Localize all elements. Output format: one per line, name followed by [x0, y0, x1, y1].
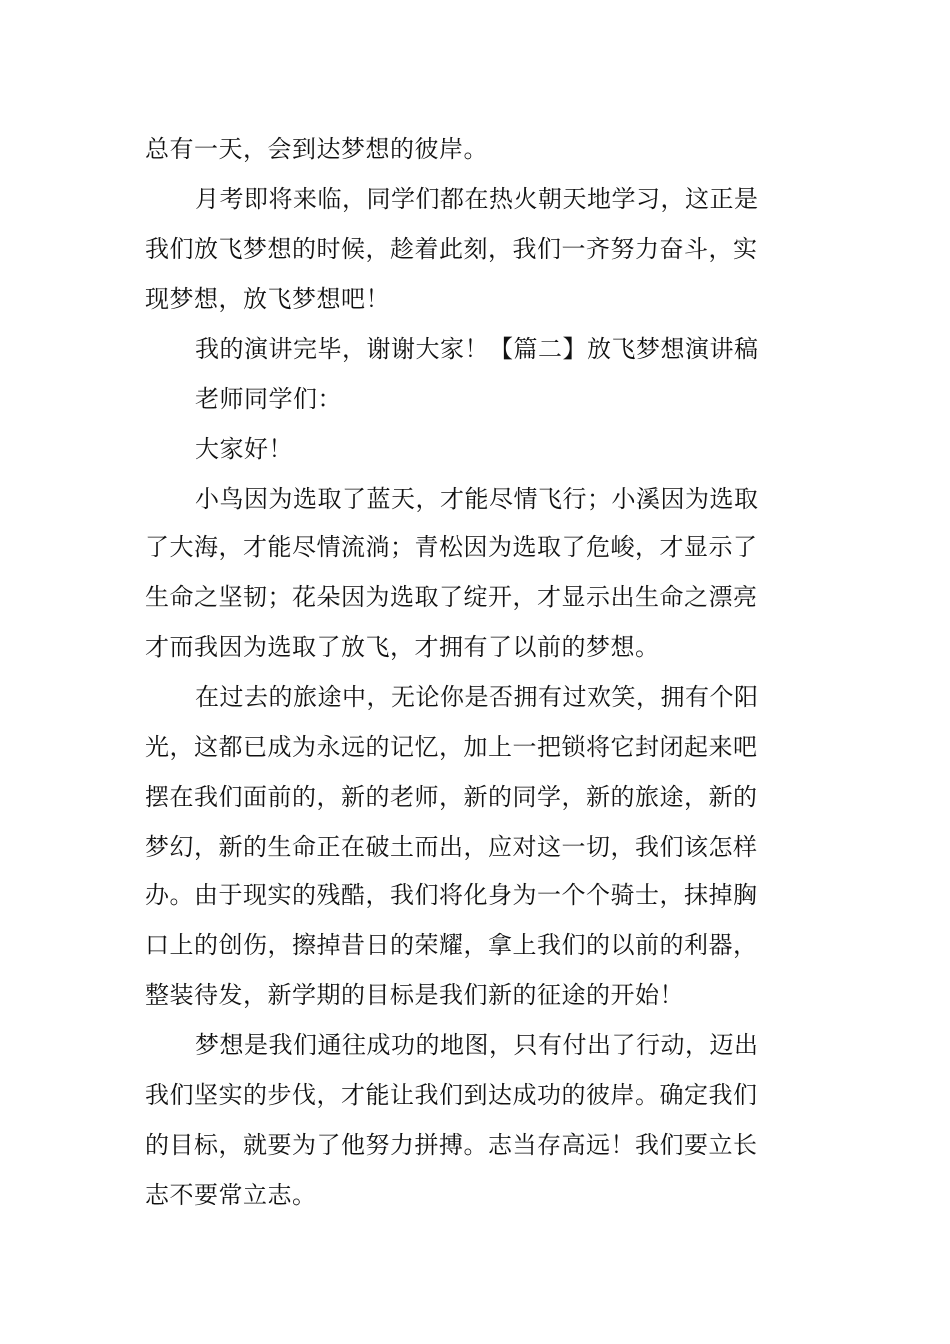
text-line: 才而我因为选取了放飞，才拥有了以前的梦想。 [145, 633, 660, 661]
text-line: 办。由于现实的残酷，我们将化身为一个个骑士，抹掉胸 [145, 881, 758, 909]
text-line: 梦想是我们通往成功的地图，只有付出了行动，迈出 [195, 1031, 759, 1059]
text-line: 我的演讲完毕，谢谢大家！【篇二】放飞梦想演讲稿 [195, 335, 759, 363]
text-line: 梦幻，新的生命正在破土而出，应对这一切，我们该怎样 [145, 833, 758, 861]
text-line: 志不要常立志。 [145, 1181, 317, 1209]
text-line: 我们坚实的步伐，才能让我们到达成功的彼岸。确定我们 [145, 1081, 758, 1109]
text-line: 月考即将来临，同学们都在热火朝天地学习，这正是 [195, 185, 759, 213]
text-line: 在过去的旅途中，无论你是否拥有过欢笑，拥有个阳 [195, 683, 759, 711]
text-line: 现梦想，放飞梦想吧！ [145, 285, 390, 313]
text-line: 的目标，就要为了他努力拼搏。志当存高远！我们要立长 [145, 1131, 758, 1159]
text-line: 摆在我们面前的，新的老师，新的同学，新的旅途，新的 [145, 783, 758, 811]
text-line: 了大海，才能尽情流淌；青松因为选取了危峻，才显示了 [145, 533, 758, 561]
text-line: 小鸟因为选取了蓝天，才能尽情飞行；小溪因为选取 [195, 485, 759, 513]
text-line: 口上的创伤，擦掉昔日的荣耀，拿上我们的以前的利器， [145, 931, 758, 959]
text-line: 我们放飞梦想的时候，趁着此刻，我们一齐努力奋斗，实 [145, 235, 758, 263]
text-line: 生命之坚韧；花朵因为选取了绽开，才显示出生命之漂亮 [145, 583, 758, 611]
text-line: 光，这都已成为永远的记忆，加上一把锁将它封闭起来吧 [145, 733, 758, 761]
text-line: 大家好！ [195, 435, 293, 463]
text-line: 总有一天，会到达梦想的彼岸。 [145, 135, 488, 163]
text-line: 整装待发，新学期的目标是我们新的征途的开始！ [145, 981, 684, 1009]
text-line: 老师同学们： [195, 385, 342, 413]
